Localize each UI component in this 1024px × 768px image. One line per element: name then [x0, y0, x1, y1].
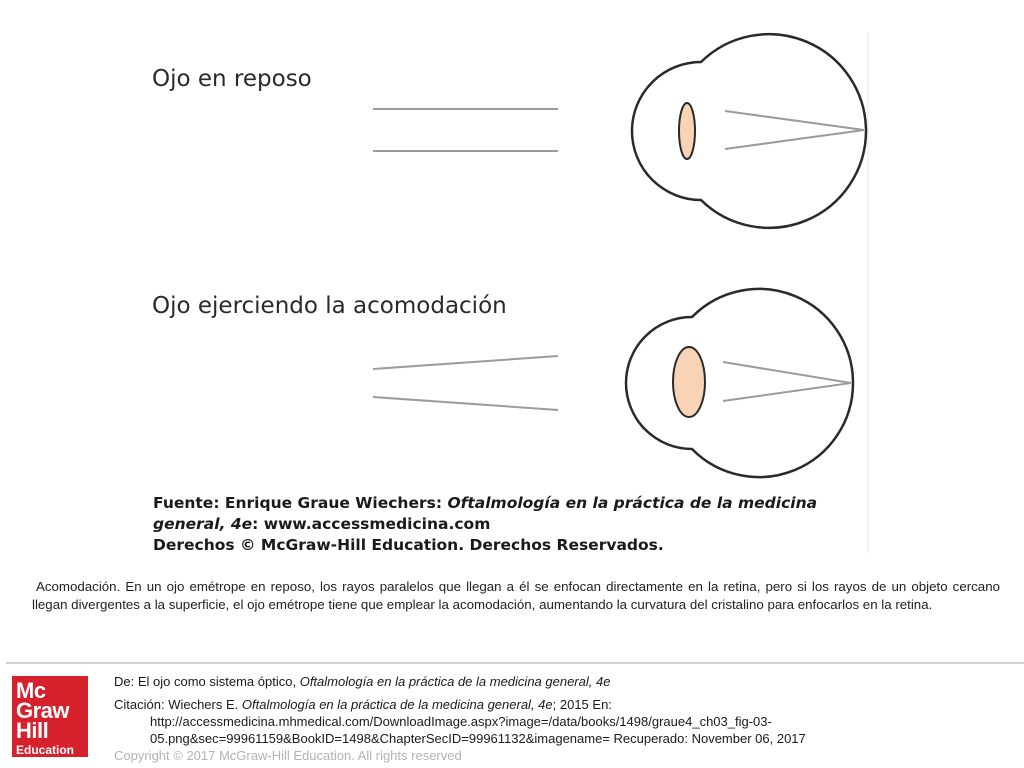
citation-line	[114, 696, 1014, 713]
svg-text:Fuente: Enrique Graue Wiechers	[153, 494, 817, 512]
citation-prefix: Citación: Wiechers E	[114, 697, 235, 712]
citation-block	[114, 673, 1014, 764]
source-book-title: Oftalmología en la práctica de la medicina	[447, 494, 818, 512]
citation-url-line-2[interactable]: 05.png&sec=99961159&BookID=1498&ChapterSecID=99961132&imagename= Recuperado: November 06, 2017	[150, 731, 806, 746]
copyright-notice: Copyright © 2017 McGraw-Hill Education. All rights reserved	[114, 748, 462, 763]
from-prefix: De: El ojo como sistema óptico,	[114, 674, 300, 689]
caption-text: Acomodación. En un ojo emétrope en reposo, los rayos paralelos que llegan a él se enfocan directamente en la retina, pero si los rayos de un objeto cercano llegan divergentes a la superficie, el ojo emétrope tiene que emplear la acomodación, aumentando la curvatura del cristalino para enfocarlos en la retina.	[32, 579, 1000, 612]
citation-separator: .	[234, 697, 242, 712]
mcgraw-hill-logo	[12, 676, 88, 757]
source-rights: Derechos © McGraw-Hill Education. Derechos Reservados.	[153, 536, 664, 554]
title-eye-accommodating: Ojo ejerciendo la acomodación	[152, 293, 507, 319]
source-website: : www.accessmedicina.com	[252, 515, 491, 533]
source-edition: general, 4e	[153, 515, 253, 533]
from-book-title: Oftalmología en la práctica de la medicina general, 4e	[299, 674, 611, 689]
citation-url-line-1[interactable]: http://accessmedicina.mhmedical.com/DownloadImage.aspx?image=/data/books/1498/graue4_ch03_fig-03-	[150, 714, 772, 729]
logo-line-education: Education	[16, 743, 75, 757]
divergent-incoming-rays	[373, 356, 558, 410]
logo-line-graw: Graw	[16, 698, 70, 723]
title-eye-at-rest: Ojo en reposo	[152, 66, 312, 92]
logo-line-mc: Mc	[16, 678, 46, 703]
svg-text:general, 4e: www.accessmedicin	[153, 515, 490, 533]
footer-divider	[6, 662, 1024, 664]
citation-suffix: ; 2015 En:	[552, 697, 612, 712]
eye-accommodating	[626, 289, 853, 477]
citation-book-title: Oftalmología en la práctica de la medicina general, 4e	[241, 697, 553, 712]
parallel-incoming-rays	[373, 109, 558, 151]
source-author: Fuente: Enrique Graue Wiechers:	[153, 494, 448, 512]
figure-source	[153, 494, 817, 554]
eyeball-outline	[626, 289, 853, 477]
eye-at-rest	[632, 34, 866, 228]
logo-line-hill: Hill	[16, 718, 49, 743]
lens-relaxed	[679, 103, 695, 159]
lens-accommodated	[673, 347, 705, 417]
from-line	[114, 673, 1014, 690]
figure-caption	[32, 578, 1000, 614]
eyeball-outline	[632, 34, 866, 228]
